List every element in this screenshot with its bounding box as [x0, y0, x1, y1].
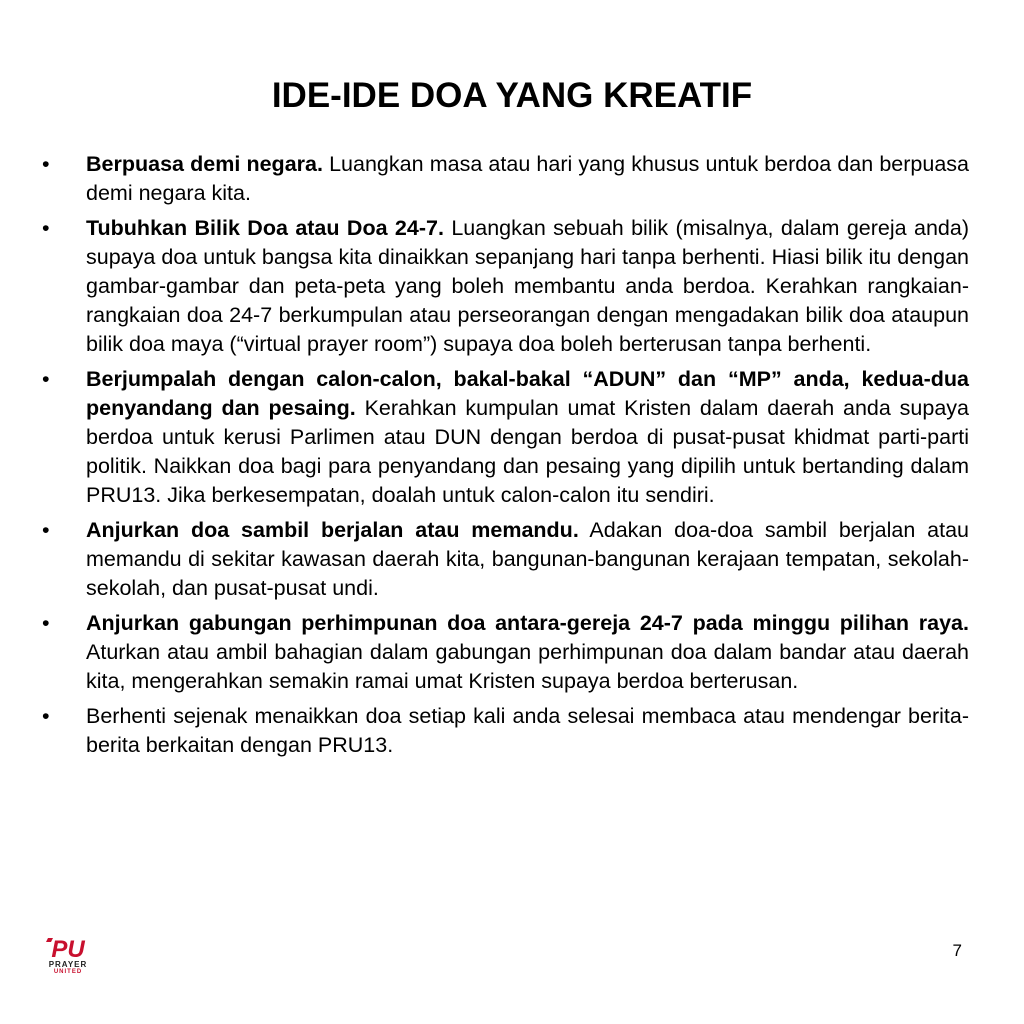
item-text: Luangkan masa atau hari yang khusus untuk berdoa dan berpuasa demi negara kita. — [86, 152, 969, 205]
item-heading: Tubuhkan Bilik Doa atau Doa 24-7. — [86, 216, 444, 240]
item-heading: Berpuasa demi negara. — [86, 152, 323, 176]
bullet-icon: • — [42, 611, 50, 635]
item-text: Aturkan atau ambil bahagian dalam gabungan perhimpunan doa dalam bandar atau daerah kita, mengerahkan semakin ramai umat Kristen supaya berdoa berterusan. — [86, 640, 969, 693]
logo-mark-text: PU — [51, 936, 85, 960]
bullet-icon: • — [42, 152, 50, 176]
prayer-united-logo — [42, 936, 94, 978]
pu-logo-icon — [42, 936, 94, 960]
item-heading: Anjurkan doa sambil berjalan atau memandu. — [86, 518, 579, 542]
list-item — [42, 702, 969, 760]
list-item — [42, 609, 969, 696]
bullet-icon: • — [42, 518, 50, 542]
bullet-icon: • — [42, 367, 50, 391]
item-text: Adakan doa-doa sambil berjalan atau memandu di sekitar kawasan daerah kita, bangunan-bangunan kerajaan tempatan, sekolah-sekolah, dan pusat-pusat undi. — [86, 518, 969, 600]
logo-line1: PRAYER — [48, 960, 88, 969]
list-item — [42, 214, 969, 359]
logo-line2: UNITED — [53, 969, 83, 975]
item-text: Kerahkan kumpulan umat Kristen dalam daerah anda supaya berdoa untuk kerusi Parlimen atau DUN dengan berdoa di pusat-pusat khidmat parti-parti politik. Naikkan doa bagi para penyandang dan pesaing yang dipilih untuk bertanding dalam PRU13. Jika berkesempatan, doalah untuk calon-calon itu sendiri. — [86, 396, 970, 507]
item-text: Luangkan sebuah bilik (misalnya, dalam gereja anda) supaya doa untuk bangsa kita dinaikkan sepanjang hari tanpa berhenti. Hiasi bilik itu dengan gambar-gambar dan peta-peta yang boleh membantu anda berdoa. Kerahkan rangkaian-rangkaian doa 24-7 berkumpulan atau perseorangan dengan mengadakan bilik doa ataupun bilik doa maya (“virtual prayer room”) supaya doa boleh berterusan tanpa berhenti. — [86, 216, 969, 356]
bullet-icon: • — [42, 216, 50, 240]
item-heading: Berjumpalah dengan calon-calon, bakal-bakal “ADUN” dan “MP” anda, kedua-dua penyandang dan pesaing. — [86, 367, 969, 420]
bullet-icon: • — [42, 704, 50, 728]
item-heading: Anjurkan gabungan perhimpunan doa antara-gereja 24-7 pada minggu pilihan raya. — [86, 611, 969, 635]
list-item — [42, 150, 969, 208]
idea-list — [42, 150, 969, 766]
item-text: Berhenti sejenak menaikkan doa setiap kali anda selesai membaca atau mendengar berita-berita berkaitan dengan PRU13. — [86, 704, 969, 757]
list-item — [42, 365, 969, 510]
page-number: 7 — [952, 941, 962, 960]
slide-title: IDE-IDE DOA YANG KREATIF — [271, 76, 753, 115]
list-item — [42, 516, 969, 603]
